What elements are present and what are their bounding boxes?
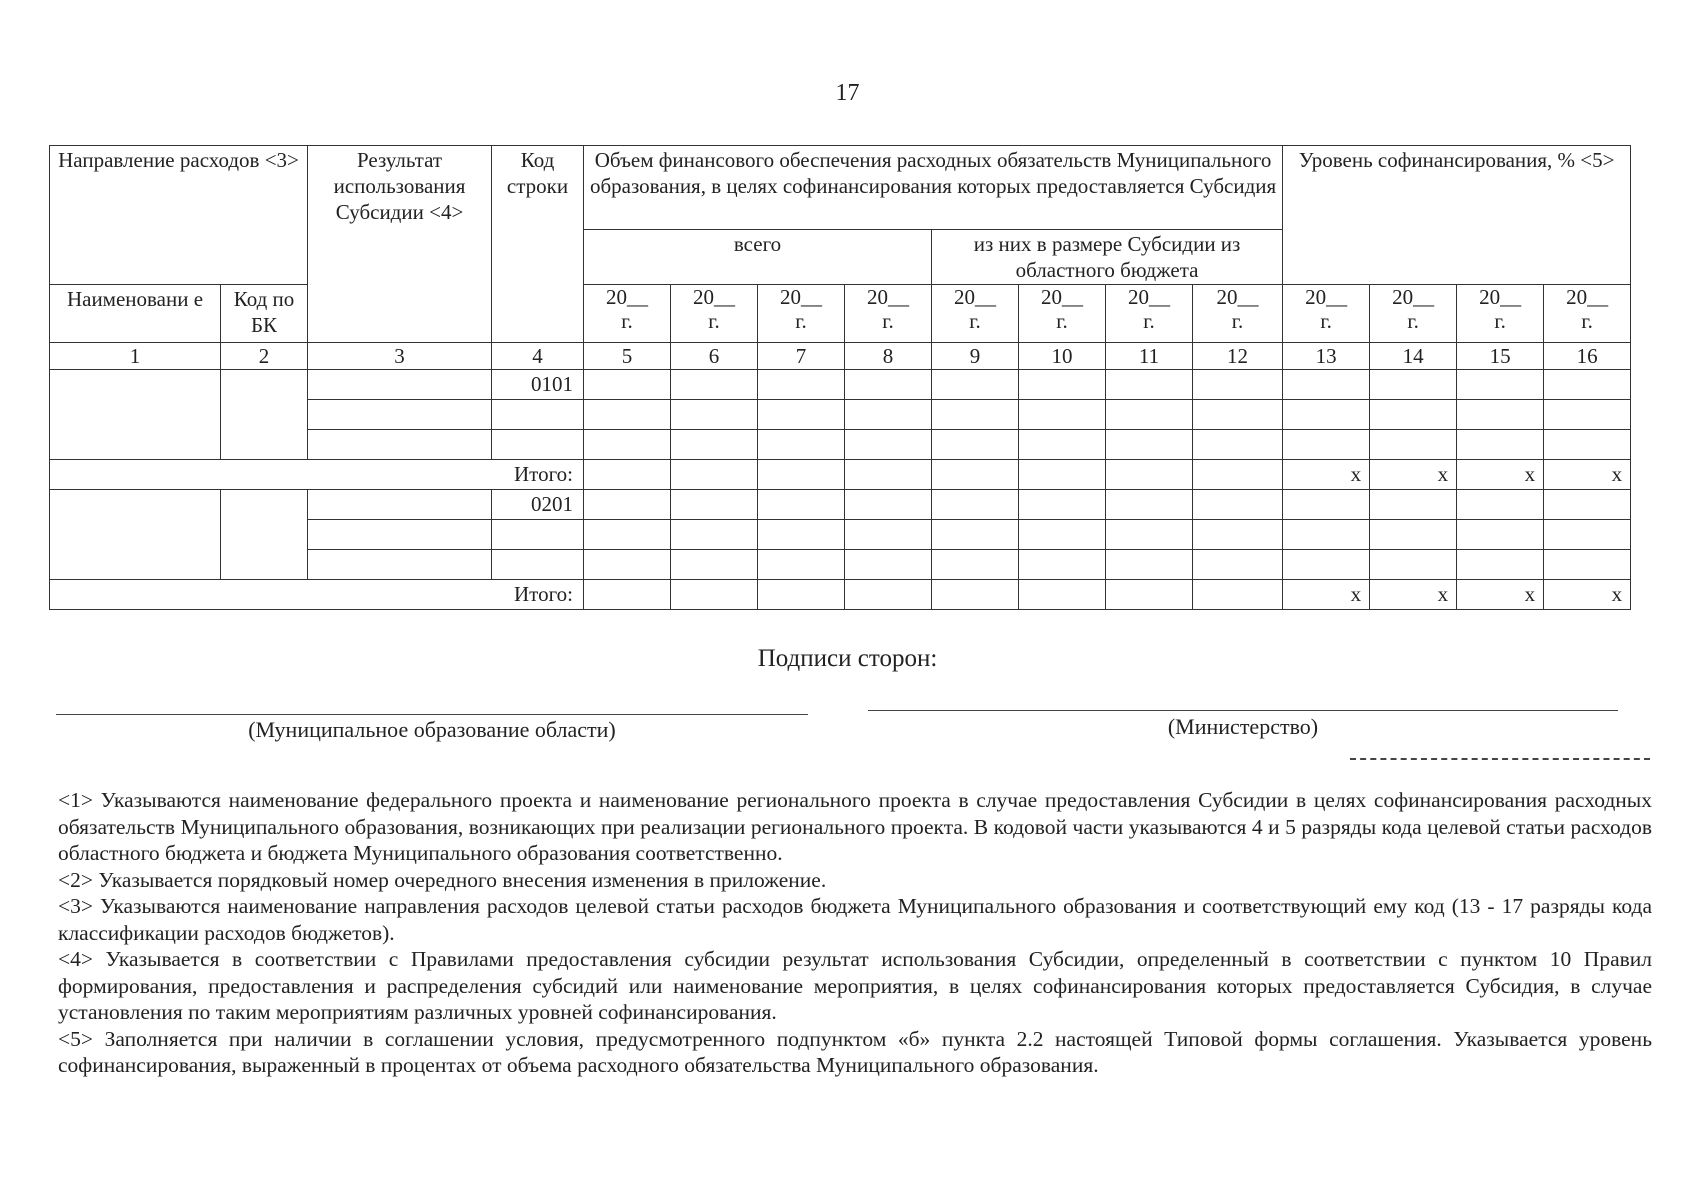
col-number: 16 bbox=[1544, 343, 1631, 370]
result-cell bbox=[308, 370, 492, 400]
year-cell: 20__ г. bbox=[932, 285, 1019, 343]
signature-line-right bbox=[868, 710, 1618, 711]
page-number: 17 bbox=[835, 80, 860, 106]
year-cell: 20__ г. bbox=[1370, 285, 1457, 343]
col-number: 4 bbox=[492, 343, 584, 370]
footnote-4: <4> Указывается в соответствии с Правилами предоставления субсидии результат использования Субсидии, определенный в соответствии с пунктом 10 Правил формирования, предоставления и распределения субсидий или наименование мероприятия, в целях софинансирования которых предоставляется Субсидия, в случае установления по таким мероприятиям различных уровней софинансирования. bbox=[58, 947, 1652, 1024]
col-number: 5 bbox=[584, 343, 671, 370]
footnote-5: <5> Заполняется при наличии в соглашении условия, предусмотренного подпунктом «б» пункта 2.2 настоящей Типовой формы соглашения. Указывается уровень софинансирования, выраженный в процентах от объема расходного обязательства Муниципального образования. bbox=[58, 1026, 1652, 1077]
signature-line-left bbox=[56, 714, 808, 715]
year-cell: 20__ г. bbox=[1544, 285, 1631, 343]
header-cofinancing: Уровень софинансирования, % <5> bbox=[1283, 146, 1631, 285]
x-mark: x bbox=[1457, 460, 1544, 490]
x-mark: x bbox=[1544, 460, 1631, 490]
bk-code-cell bbox=[221, 370, 308, 460]
total-label: Итого: bbox=[50, 580, 584, 610]
year-cell: 20__ г. bbox=[584, 285, 671, 343]
footnote-3: <3> Указываются наименование направления расходов целевой статьи расходов бюджета Муниципального образования и соответствующий ему код (13 - 17 разряды кода классификации расходов бюджетов). bbox=[58, 894, 1652, 945]
footnote-1: <1> Указываются наименование федерального проекта и наименование регионального проекта в случае предоставления Субсидии в целях софинансирования расходных обязательств Муниципального образования, возникающих при реализации регионального проекта. В кодовой части указываются 4 и 5 разряды кода целевой статьи расходов областного бюджета и бюджета Муниципального образования соответственно. bbox=[58, 788, 1652, 865]
year-cell: 20__ г. bbox=[1106, 285, 1193, 343]
table-row bbox=[50, 370, 1631, 400]
bk-code-cell bbox=[221, 490, 308, 580]
x-mark: x bbox=[1283, 580, 1370, 610]
year-cell: 20__ г. bbox=[671, 285, 758, 343]
result-cell bbox=[308, 490, 492, 520]
total-row bbox=[50, 580, 1631, 610]
row-code: 0201 bbox=[492, 490, 584, 520]
col-number: 12 bbox=[1193, 343, 1283, 370]
col-number: 10 bbox=[1019, 343, 1106, 370]
name-cell bbox=[50, 370, 221, 460]
subsidy-table bbox=[49, 145, 1631, 610]
header-name-col: Наименовани е bbox=[50, 285, 221, 343]
col-number: 6 bbox=[671, 343, 758, 370]
year-cell: 20__ г. bbox=[1019, 285, 1106, 343]
col-number: 13 bbox=[1283, 343, 1370, 370]
header-bk-col: Код по БК bbox=[221, 285, 308, 343]
col-number: 15 bbox=[1457, 343, 1544, 370]
header-volume: Объем финансового обеспечения расходных обязательств Муниципального образования, в целях софинансирования которых предоставляется Субсидия bbox=[584, 146, 1283, 230]
x-mark: x bbox=[1370, 460, 1457, 490]
footnotes bbox=[58, 787, 1652, 1079]
header-result: Результат использования Субсидии <4> bbox=[308, 146, 492, 343]
header-subsidy-part: из них в размере Субсидии из областного бюджета bbox=[932, 230, 1283, 285]
row-code: 0101 bbox=[492, 370, 584, 400]
year-cell: 20__ г. bbox=[1457, 285, 1544, 343]
col-number: 7 bbox=[758, 343, 845, 370]
col-number: 3 bbox=[308, 343, 492, 370]
table-row bbox=[50, 490, 1631, 520]
col-number: 9 bbox=[932, 343, 1019, 370]
header-direction: Направление расходов <3> bbox=[50, 146, 308, 285]
col-number: 11 bbox=[1106, 343, 1193, 370]
col-number: 1 bbox=[50, 343, 221, 370]
year-cell: 20__ г. bbox=[1283, 285, 1370, 343]
col-number: 2 bbox=[221, 343, 308, 370]
x-mark: x bbox=[1370, 580, 1457, 610]
year-cell: 20__ г. bbox=[845, 285, 932, 343]
x-mark: x bbox=[1283, 460, 1370, 490]
signature-label-right: (Министерство) bbox=[1167, 714, 1319, 739]
x-mark: x bbox=[1544, 580, 1631, 610]
footnote-separator bbox=[1350, 758, 1650, 760]
total-label: Итого: bbox=[50, 460, 584, 490]
footnote-2: <2> Указывается порядковый номер очередного внесения изменения в приложение. bbox=[58, 867, 827, 892]
col-number: 14 bbox=[1370, 343, 1457, 370]
year-cell: 20__ г. bbox=[758, 285, 845, 343]
col-number: 8 bbox=[845, 343, 932, 370]
signature-label-left: (Муниципальное образование области) bbox=[248, 717, 616, 742]
total-row bbox=[50, 460, 1631, 490]
signatures-title: Подписи сторон: bbox=[757, 645, 938, 672]
header-total: всего bbox=[584, 230, 932, 285]
header-code: Код строки bbox=[492, 146, 584, 343]
name-cell bbox=[50, 490, 221, 580]
x-mark: x bbox=[1457, 580, 1544, 610]
year-cell: 20__ г. bbox=[1193, 285, 1283, 343]
